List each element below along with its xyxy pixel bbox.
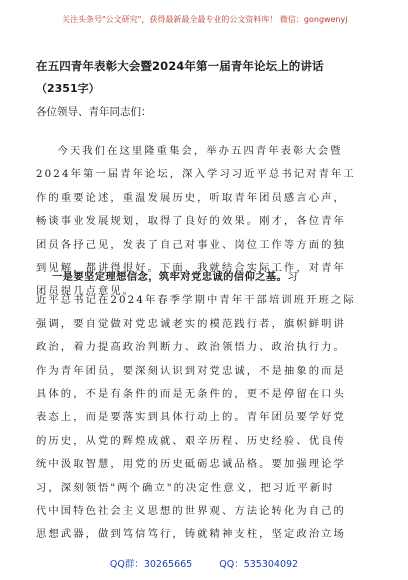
banner-text: 关注头条号"公文研究"，获得最新最全最专业的公文资料库！ 微信：gongwenyj	[62, 15, 348, 24]
section-heading: 一是要坚定理想信念，筑牢对党忠诚的信仰之基。	[36, 271, 288, 283]
paragraph-line: 代中国特色社会主义思想的世界观、方法论转化为自己的	[36, 505, 346, 518]
paragraph-line: 今天我们在这里隆重集会，举办五四青年表彰大会暨	[36, 145, 343, 157]
document-title: 在五四青年表彰大会暨2024年第一届青年论坛上的讲话	[36, 59, 324, 73]
paragraph-line: 思想武器，做到笃信笃行，铸就精神支柱，坚定政治立场	[36, 528, 346, 541]
paragraph-line: 团员各抒己见，发表了自己对事业、岗位工作等方面的独	[36, 238, 346, 251]
paragraph-line: 近平总书记在2024年春季学期中青年干部培训班开班之际	[36, 294, 356, 307]
paragraph-line: 到见解，都讲得很好。下面，我就结合实际工作，对青年	[36, 262, 346, 275]
paragraph-line: 畅谈事业发展规划，取得了良好的效果。刚才，各位青年	[36, 215, 346, 228]
paragraph-line: 政治，着力提高政治判断力、政治领悟力、政治执行力。	[36, 341, 346, 354]
paragraph-line: 具体的，不是有条件的而是无条件的，更不是停留在口头	[36, 388, 346, 401]
paragraph-line: 团员提几点意见。	[36, 285, 136, 298]
paragraph-line: 强调，要自觉做对党忠诚老实的模范践行者，旗帜鲜明讲	[36, 317, 346, 330]
paragraph-line: 习，深刻领悟"两个确立"的决定性意义，把习近平新时	[36, 481, 335, 494]
heading-line	[36, 266, 366, 289]
word-count: （2351字）	[36, 82, 100, 95]
paragraph-line: 2024年第一届青年论坛，深入学习习近平总书记对青年工	[36, 168, 356, 181]
paragraph-line: 表态上，而是要落实到具体行动上的。青年团员要学好党	[36, 411, 346, 424]
greeting: 各位领导、青年同志们：	[36, 106, 152, 118]
paragraph-line: 统中汲取智慧，用党的历史砥砺忠诚品格。要加强理论学	[36, 458, 346, 471]
paragraph-line: 作的重要论述，重温发展历史，听取青年团员感言心声，	[36, 191, 346, 204]
qq-group: QQ群：30265665	[109, 559, 193, 570]
paragraph-point-one	[36, 266, 366, 547]
footer-contact	[0, 556, 408, 570]
qq-number: QQ：535304092	[219, 559, 299, 570]
header-banner	[0, 2, 408, 46]
paragraph-line: 作为青年团员，要深刻认识到对党忠诚，不是抽象的而是	[36, 364, 346, 377]
heading-tail: 习	[287, 271, 300, 283]
paragraph-line: 的历史，从党的辉煌成就、艰辛历程、历史经验、优良传	[36, 434, 346, 447]
